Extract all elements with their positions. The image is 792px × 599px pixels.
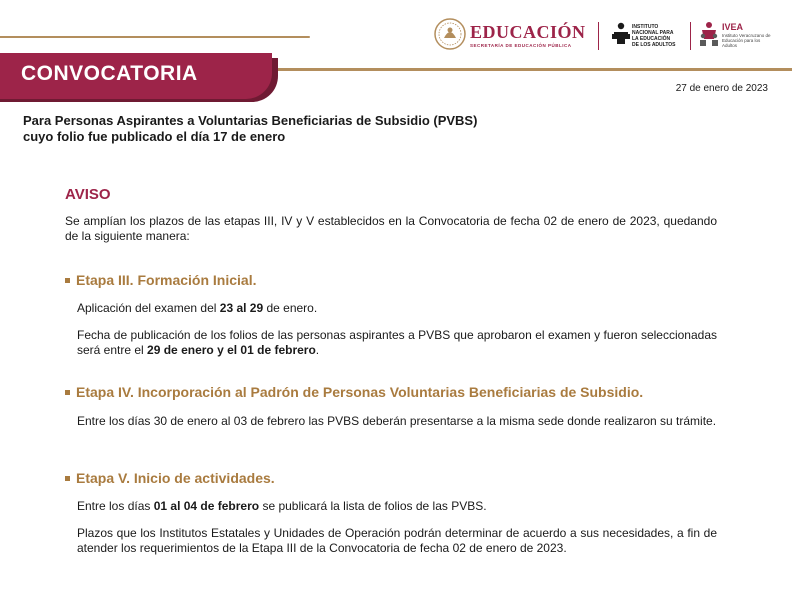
etapa-3-paragraph-1 [77, 301, 717, 316]
inea-line: DE LOS ADULTOS [632, 42, 676, 48]
etapa-4-title [65, 384, 643, 400]
square-bullet-icon [65, 278, 70, 283]
bold-dates: 29 de enero y el 01 de febrero [147, 343, 316, 357]
text-run: se publicará la lista de folios de las PVBS. [259, 499, 487, 513]
ivea-logo-sub: Instituto Veracruzano de Educación para los Adultos [722, 33, 771, 48]
text-run: Aplicación del examen del [77, 301, 220, 315]
logo-separator [690, 22, 691, 50]
logo-separator [598, 22, 599, 50]
subtitle-line-1: Para Personas Aspirantes a Voluntarias Beneficiarias de Subsidio (PVBS) [23, 113, 478, 128]
etapa-5-title [65, 470, 275, 486]
etapa-5-paragraph-1 [77, 499, 717, 514]
etapa-4-paragraph-1: Entre los días 30 de enero al 03 de febrero las PVBS deberán presentarse a la misma sede donde realizaron su trámite. [77, 414, 717, 428]
etapa-3-title [65, 272, 257, 288]
square-bullet-icon [65, 390, 70, 395]
banner-title: CONVOCATORIA [21, 62, 198, 85]
aviso-heading: AVISO [65, 186, 111, 203]
etapa-4-title-text: Etapa IV. Incorporación al Padrón de Personas Voluntarias Beneficiarias de Subsidio. [76, 384, 644, 400]
educacion-logo-sub: SECRETARÍA DE EDUCACIÓN PÚBLICA [470, 43, 572, 48]
inea-line: INSTITUTO [632, 24, 659, 30]
etapa-3-paragraph-2 [77, 328, 717, 358]
square-bullet-icon [65, 476, 70, 481]
etapa-5-title-text: Etapa V. Inicio de actividades. [76, 470, 275, 486]
text-run: . [315, 343, 320, 357]
header-gold-line-upper [0, 36, 310, 38]
document-subtitle [23, 113, 623, 145]
text-run: Fecha de publicación de los folios de las personas aspirantes a PVBS que aprobaron el examen y fueron seleccionadas será entre el [77, 328, 717, 357]
ivea-logo-word: IVEA [722, 22, 744, 32]
text-run: de enero. [263, 301, 318, 315]
ivea-figures-icon [698, 21, 720, 47]
educacion-logo-word: EDUCACIÓN [470, 22, 586, 42]
subtitle-line-2: cuyo folio fue publicado el día 17 de enero [23, 129, 286, 144]
bold-dates: 01 al 04 de febrero [153, 499, 260, 513]
inea-figures-icon [611, 22, 631, 46]
etapa-3-title-text: Etapa III. Formación Inicial. [76, 272, 257, 288]
document-date: 27 de enero de 2023 [675, 83, 768, 94]
bold-dates: 23 al 29 [219, 301, 264, 315]
inea-logo-text [632, 24, 690, 48]
inea-line: NACIONAL PARA [632, 30, 674, 36]
intro-paragraph: Se amplían los plazos de las etapas III, IV y V establecidos en la Convocatoria de fecha 02 de enero de 2023, quedando de la siguiente manera: [65, 214, 717, 243]
mexican-seal-icon [433, 17, 467, 51]
text-run: Entre los días [77, 499, 154, 513]
etapa-5-paragraph-2: Plazos que los Institutos Estatales y Unidades de Operación podrán determinar de acuerdo a sus necesidades, a fin de atender los requerimientos de la Etapa III de la Convocatoria de fecha 02 de enero de 2023. [77, 526, 717, 555]
inea-line: LA EDUCACIÓN [632, 36, 671, 42]
